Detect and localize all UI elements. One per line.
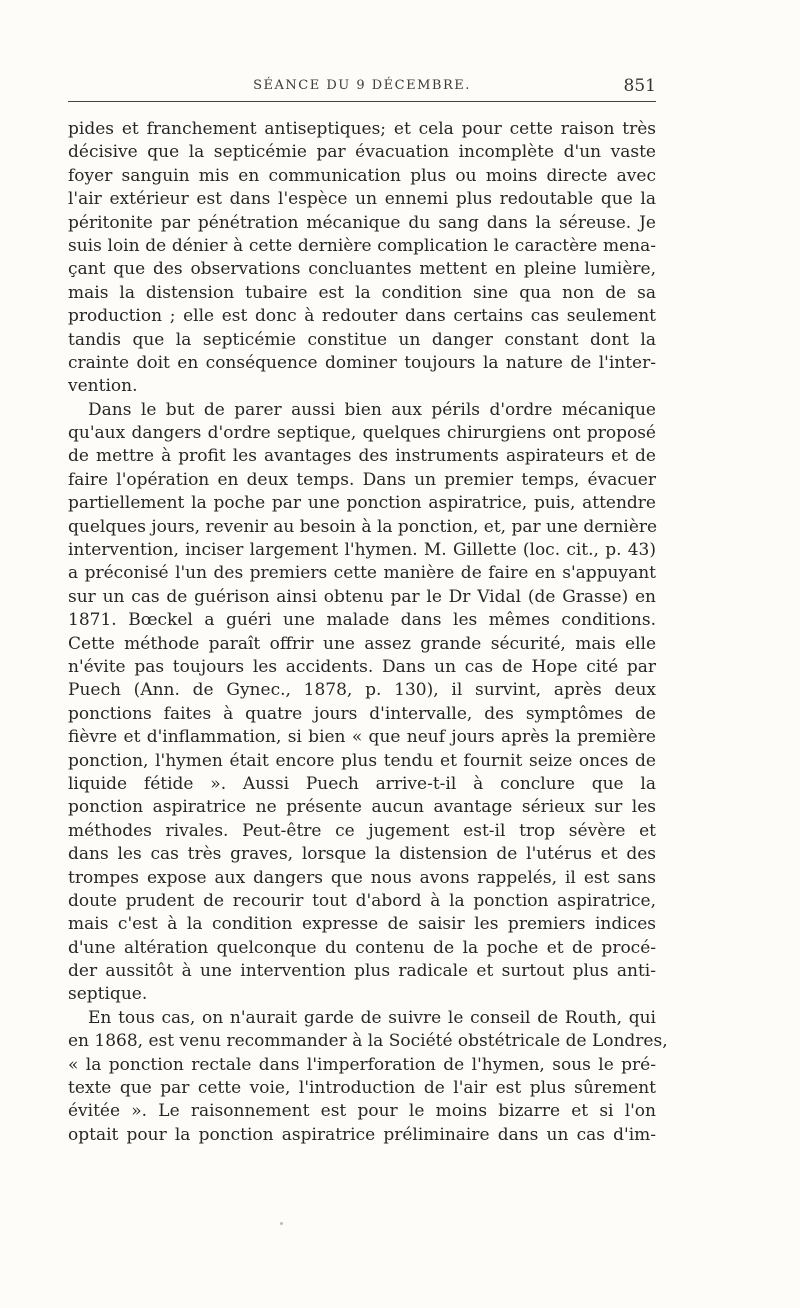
text-line: partiellement la poche par une ponction aspiratrice, puis, attendre [68, 493, 656, 514]
text-line: en 1868, est venu recommander à la Société obstétricale de Londres, [68, 1031, 668, 1052]
text-line: doute prudent de recourir tout d'abord à la ponction aspiratrice, [68, 890, 656, 911]
text-line: çant que des observations concluantes mettent en pleine lumière, [68, 259, 656, 280]
text-line: septique. [68, 984, 148, 1005]
text-line: sur un cas de guérison ainsi obtenu par le Dr Vidal (de Grasse) en [68, 586, 656, 607]
text-line: pides et franchement antiseptiques; et cela pour cette raison très [68, 119, 656, 139]
text-line: mais la distension tubaire est la condition sine qua non de sa [68, 282, 656, 303]
text-line: d'une altération quelconque du contenu de la poche et de procé- [68, 937, 656, 958]
text-line: faire l'opération en deux temps. Dans un premier temps, évacuer [68, 469, 656, 490]
text-line: liquide fétide ». Aussi Puech arrive-t-il à conclure que la [68, 773, 656, 794]
text-line: dans les cas très graves, lorsque la distension de l'utérus et des [68, 844, 656, 865]
text-line: En tous cas, on n'aurait garde de suivre le conseil de Routh, qui [88, 1007, 656, 1028]
text-line: crainte doit en conséquence dominer toujours la nature de l'inter- [68, 352, 656, 373]
paper-speck [280, 1222, 283, 1225]
text-line: ponction aspiratrice ne présente aucun avantage sérieux sur les [68, 797, 656, 818]
text-line: vention. [68, 376, 138, 397]
text-line: 1871. Bœckel a guéri une malade dans les mêmes conditions. [68, 610, 656, 631]
text-line: optait pour la ponction aspiratrice préliminaire dans un cas d'im- [68, 1124, 656, 1145]
text-line: méthodes rivales. Peut-être ce jugement est-il trop sévère et [68, 820, 656, 841]
text-line: Cette méthode paraît offrir une assez grande sécurité, mais elle [68, 633, 656, 654]
text-line: intervention, inciser largement l'hymen. M. Gillette (loc. cit., p. 43) [68, 540, 656, 561]
text-line: de mettre à profit les avantages des instruments aspirateurs et de [68, 446, 656, 467]
page-number: 851 [623, 76, 656, 96]
text-line: tandis que la septicémie constitue un danger constant dont la [68, 329, 656, 350]
text-line: foyer sanguin mis en communication plus ou moins directe avec [68, 165, 656, 186]
running-head [68, 76, 656, 98]
text-line: suis loin de dénier à cette dernière complication le caractère mena- [68, 235, 656, 256]
text-line: fièvre et d'inflammation, si bien « que neuf jours après la première [68, 727, 656, 748]
text-line: Dans le but de parer aussi bien aux périls d'ordre mécanique [88, 399, 656, 420]
body-text [68, 118, 668, 1147]
text-line: « la ponction rectale dans l'imperforation de l'hymen, sous le pré- [68, 1054, 656, 1075]
text-line: Puech (Ann. de Gynec., 1878, p. 130), il survint, après deux [68, 680, 656, 701]
text-line: trompes expose aux dangers que nous avons rappelés, il est sans [68, 867, 656, 888]
text-line: texte que par cette voie, l'introduction de l'air est plus sûrement [68, 1078, 656, 1099]
text-line: l'air extérieur est dans l'espèce un ennemi plus redoutable que la [68, 189, 656, 210]
text-line: der aussitôt à une intervention plus radicale et surtout plus anti- [68, 961, 656, 982]
text-line: décisive que la septicémie par évacuation incomplète d'un vaste [68, 142, 656, 163]
text-line: n'évite pas toujours les accidents. Dans un cas de Hope cité par [68, 656, 656, 677]
running-title: SÉANCE DU 9 DÉCEMBRE. [253, 78, 471, 93]
text-line: ponction, l'hymen était encore plus tendu et fournit seize onces de [68, 750, 656, 771]
text-line: a préconisé l'un des premiers cette manière de faire en s'appuyant [68, 563, 656, 584]
text-line: qu'aux dangers d'ordre septique, quelques chirurgiens ont proposé [68, 423, 656, 444]
header-rule [68, 101, 656, 102]
text-line: mais c'est à la condition expresse de saisir les premiers indices [68, 914, 656, 935]
text-line: production ; elle est donc à redouter dans certains cas seulement [68, 306, 656, 327]
text-line: quelques jours, revenir au besoin à la ponction, et, par une dernière [68, 516, 658, 537]
text-line: péritonite par pénétration mécanique du sang dans la séreuse. Je [68, 212, 656, 233]
text-line: évitée ». Le raisonnement est pour le moins bizarre et si l'on [68, 1101, 656, 1122]
text-line: ponctions faites à quatre jours d'intervalle, des symptômes de [68, 703, 656, 724]
